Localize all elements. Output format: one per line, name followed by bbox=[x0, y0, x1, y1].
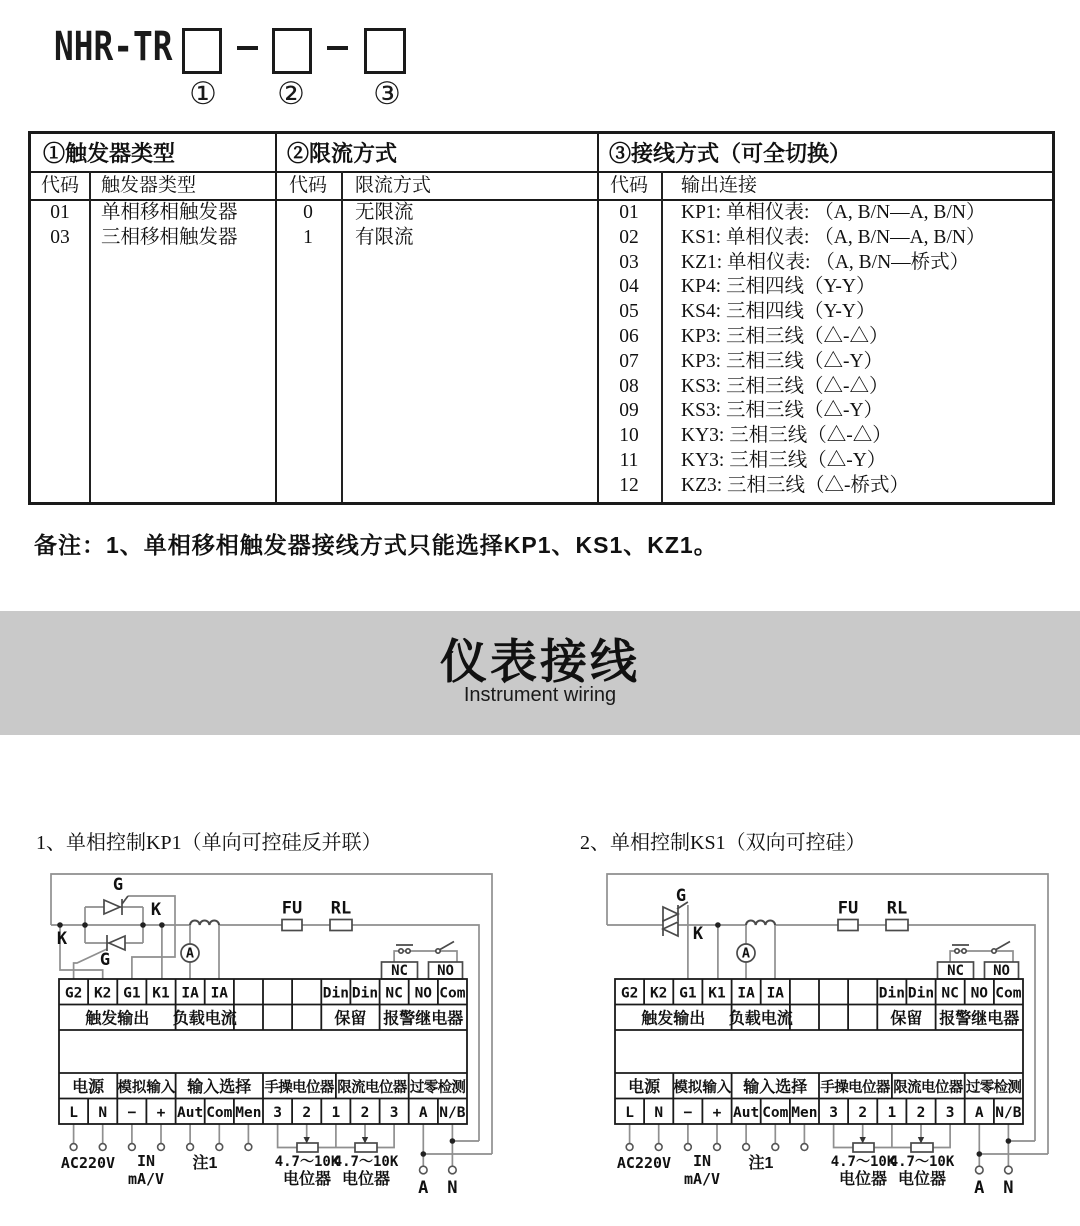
group-label: 报警继电器 bbox=[939, 1010, 1020, 1028]
terminal: N bbox=[98, 1105, 108, 1121]
wiring-diagram-ks1 bbox=[585, 865, 1080, 1210]
group-label: 输入选择 bbox=[743, 1079, 808, 1096]
table-cell: 09 bbox=[619, 400, 639, 422]
table-cell: 10 bbox=[619, 425, 639, 447]
g-label: G bbox=[675, 886, 687, 906]
terminal: − bbox=[127, 1105, 137, 1121]
coil-ammeter-fuse-load-symbols bbox=[737, 920, 908, 963]
pot-value-label: 4.7～10K bbox=[274, 1154, 340, 1170]
table-cell: 02 bbox=[619, 226, 639, 248]
circled-1: ① bbox=[189, 76, 217, 112]
terminal: Men bbox=[791, 1105, 818, 1121]
terminal: Com bbox=[995, 985, 1022, 1002]
terminal: N bbox=[654, 1105, 664, 1121]
section-divider-1 bbox=[275, 134, 277, 502]
terminal: IA bbox=[766, 985, 785, 1002]
terminal: K1 bbox=[152, 985, 170, 1002]
table-cell: KZ1: 单相仪表: （A, B/N—桥式） bbox=[681, 251, 970, 273]
table-cell: 有限流 bbox=[355, 226, 414, 248]
note-ref-label: 注1 bbox=[192, 1155, 218, 1172]
code-divider-2 bbox=[341, 171, 343, 502]
table-cell: KY3: 三相三线（△-△） bbox=[681, 425, 892, 447]
terminal-strip bbox=[59, 979, 467, 1124]
potentiometer-symbols bbox=[853, 1137, 933, 1152]
terminal: Din bbox=[878, 985, 906, 1002]
terminal: 2 bbox=[302, 1105, 312, 1121]
group-label: 保留 bbox=[890, 1010, 923, 1028]
terminal: 2 bbox=[360, 1105, 370, 1121]
terminal: Men bbox=[235, 1105, 262, 1121]
group-label: 模拟输入 bbox=[117, 1080, 176, 1096]
diagram-2-title: 2、单相控制KS1（双向可控硅） bbox=[580, 832, 866, 854]
terminal: 2 bbox=[858, 1105, 868, 1121]
table-cell: KP3: 三相三线（△-Y） bbox=[681, 350, 884, 372]
code-dash-2 bbox=[327, 46, 348, 50]
table-cell: KS1: 单相仪表: （A, B/N—A, B/N） bbox=[681, 226, 986, 248]
code-dash-1 bbox=[237, 46, 258, 50]
terminal: A bbox=[974, 1105, 984, 1121]
terminal-labels bbox=[621, 986, 1023, 1122]
banner-subtitle: Instrument wiring bbox=[463, 684, 617, 706]
group-label: 限流电位器 bbox=[893, 1080, 964, 1096]
terminal: NO bbox=[414, 985, 433, 1002]
pot-value-label: 4.7～10K bbox=[889, 1154, 955, 1170]
terminal: L bbox=[625, 1105, 634, 1121]
table-cell: 08 bbox=[619, 375, 639, 397]
relay-no-label: NO bbox=[437, 963, 454, 979]
table-cell: 07 bbox=[619, 350, 639, 372]
table-cell: 04 bbox=[619, 276, 639, 298]
terminal-labels bbox=[65, 986, 467, 1122]
section-title: ②限流方式 bbox=[287, 141, 398, 166]
terminal: Din bbox=[907, 985, 935, 1002]
terminal: K2 bbox=[649, 985, 668, 1002]
terminal: IA bbox=[181, 985, 199, 1002]
thyristor-pair-symbol bbox=[104, 896, 128, 951]
section-title: ①触发器类型 bbox=[43, 141, 176, 166]
table-cell: 01 bbox=[50, 202, 70, 223]
terminal: Com bbox=[762, 1105, 789, 1121]
terminal: IA bbox=[737, 985, 755, 1002]
table-cell: KP1: 单相仪表: （A, B/N—A, B/N） bbox=[681, 202, 986, 223]
terminal: Aut bbox=[176, 1105, 204, 1121]
table-cell: 单相移相触发器 bbox=[101, 202, 238, 223]
terminal: 1 bbox=[887, 1105, 897, 1121]
table-cell: 11 bbox=[619, 450, 639, 471]
fuse-label: FU bbox=[837, 898, 859, 919]
table-cell: KS4: 三相四线（Y-Y） bbox=[681, 301, 876, 323]
relay-nc-label: NC bbox=[391, 963, 408, 979]
g-top-label: G bbox=[112, 875, 124, 895]
k-label: K bbox=[692, 924, 704, 944]
terminal: NO bbox=[970, 985, 989, 1002]
load-label: RL bbox=[330, 898, 352, 919]
pot-name-label: 电位器 bbox=[282, 1171, 332, 1188]
terminal: 3 bbox=[945, 1105, 955, 1121]
relay-no-label: NO bbox=[993, 963, 1010, 979]
terminal: Din bbox=[322, 985, 350, 1002]
relay-nc-label: NC bbox=[947, 963, 964, 979]
bottom-annotations bbox=[61, 1152, 458, 1198]
neutral-n-label: N bbox=[447, 1178, 458, 1198]
component-labels bbox=[57, 875, 454, 979]
selection-table bbox=[28, 131, 1055, 505]
table-cell: 06 bbox=[619, 326, 639, 347]
terminal: N/B bbox=[439, 1105, 466, 1121]
group-label: 电源 bbox=[72, 1079, 105, 1096]
terminal: G2 bbox=[64, 985, 83, 1002]
group-label: 触发输出 bbox=[85, 1010, 150, 1028]
pot-name-label: 电位器 bbox=[838, 1171, 888, 1188]
circled-2: ② bbox=[277, 76, 305, 112]
terminal: G2 bbox=[620, 985, 639, 1002]
col-header: 代码 bbox=[40, 175, 79, 196]
col-header: 代码 bbox=[609, 175, 648, 196]
code-box-2 bbox=[272, 28, 312, 74]
k-right-label: K bbox=[150, 900, 162, 920]
section-banner bbox=[0, 611, 1080, 735]
terminal-strip bbox=[615, 979, 1023, 1124]
table-cell: 12 bbox=[619, 474, 639, 496]
terminal: 1 bbox=[331, 1105, 341, 1121]
signal-unit-label: mA/V bbox=[127, 1170, 165, 1188]
coil-ammeter-fuse-load-symbols bbox=[181, 920, 352, 963]
table-cell: 01 bbox=[619, 202, 639, 223]
terminal: Din bbox=[351, 985, 379, 1002]
banner-title: 仪表接线 bbox=[440, 635, 640, 688]
terminal: NC bbox=[385, 985, 403, 1002]
terminal: Com bbox=[206, 1105, 233, 1121]
pot-value-label: 4.7～10K bbox=[333, 1154, 399, 1170]
col-header: 输出连接 bbox=[681, 175, 758, 196]
table-cell: KZ3: 三相三线（△-桥式） bbox=[681, 474, 910, 496]
terminal: 3 bbox=[273, 1105, 282, 1121]
neutral-n-label: N bbox=[1003, 1178, 1014, 1198]
terminal: N/B bbox=[995, 1105, 1022, 1121]
phase-a-label: A bbox=[974, 1178, 985, 1198]
power-supply-label: AC220V bbox=[616, 1154, 672, 1172]
terminal: G1 bbox=[679, 985, 697, 1002]
note-ref-label: 注1 bbox=[748, 1155, 774, 1172]
code-divider-1 bbox=[89, 171, 91, 502]
group-label: 输入选择 bbox=[187, 1079, 252, 1096]
diagram-1-title: 1、单相控制KP1（单向可控硅反并联） bbox=[36, 832, 382, 854]
bottom-annotations bbox=[617, 1152, 1014, 1198]
table-cell: 05 bbox=[619, 301, 639, 323]
group-label: 保留 bbox=[334, 1010, 367, 1028]
table-cell: 无限流 bbox=[355, 202, 414, 223]
terminal: A bbox=[418, 1105, 428, 1121]
group-label: 报警继电器 bbox=[383, 1010, 464, 1028]
group-label: 电源 bbox=[628, 1079, 661, 1096]
terminal: 3 bbox=[829, 1105, 838, 1121]
component-labels bbox=[676, 886, 1010, 979]
group-label: 过零检测 bbox=[409, 1080, 466, 1096]
terminal: K2 bbox=[93, 985, 112, 1002]
group-label: 限流电位器 bbox=[337, 1080, 408, 1096]
table-cell: KP3: 三相三线（△-△） bbox=[681, 326, 889, 347]
terminal: IA bbox=[210, 985, 229, 1002]
code-divider-3 bbox=[661, 171, 663, 502]
signal-unit-label: mA/V bbox=[683, 1170, 721, 1188]
group-label: 触发输出 bbox=[641, 1010, 706, 1028]
table-cell: KY3: 三相三线（△-Y） bbox=[681, 450, 887, 471]
k-left-label: K bbox=[56, 929, 68, 949]
junction-dots bbox=[712, 922, 1011, 1157]
section-divider-2 bbox=[597, 134, 599, 502]
terminal: L bbox=[69, 1105, 78, 1121]
table-cell: 03 bbox=[619, 251, 639, 273]
table-cell: 03 bbox=[50, 226, 70, 248]
g-bottom-label: G bbox=[99, 950, 111, 970]
terminal: − bbox=[683, 1105, 693, 1121]
phase-a-label: A bbox=[418, 1178, 429, 1198]
triac-symbol bbox=[663, 902, 688, 936]
terminal: + bbox=[156, 1105, 166, 1121]
col-header: 限流方式 bbox=[355, 175, 432, 196]
table-cell: 三相移相触发器 bbox=[101, 226, 238, 248]
group-label: 负载电流 bbox=[172, 1010, 237, 1028]
table-cell: KS3: 三相三线（△-Y） bbox=[681, 400, 884, 422]
table-cell: 1 bbox=[303, 226, 313, 248]
section-title: ③接线方式（可全切换） bbox=[609, 141, 852, 166]
terminal: + bbox=[712, 1105, 722, 1121]
group-label: 手操电位器 bbox=[820, 1080, 891, 1096]
model-prefix: NHR-TR bbox=[54, 24, 173, 70]
terminal: NC bbox=[941, 985, 959, 1002]
terminal: Com bbox=[439, 985, 466, 1002]
pot-name-label: 电位器 bbox=[897, 1171, 947, 1188]
table-cell: 0 bbox=[303, 202, 313, 223]
fuse-label: FU bbox=[281, 898, 303, 919]
group-label: 过零检测 bbox=[965, 1080, 1022, 1096]
power-supply-label: AC220V bbox=[60, 1154, 116, 1172]
wiring-diagram-kp1 bbox=[29, 865, 529, 1210]
terminal: 2 bbox=[916, 1105, 926, 1121]
ammeter-label: A bbox=[741, 945, 751, 962]
table-cell: KS3: 三相三线（△-△） bbox=[681, 375, 889, 397]
terminal: Aut bbox=[732, 1105, 760, 1121]
col-header: 触发器类型 bbox=[101, 175, 197, 196]
pot-value-label: 4.7～10K bbox=[830, 1154, 896, 1170]
code-box-3 bbox=[364, 28, 406, 74]
pot-name-label: 电位器 bbox=[341, 1171, 391, 1188]
signal-in-label: IN bbox=[136, 1152, 156, 1170]
terminal: K1 bbox=[708, 985, 726, 1002]
table-cell: KP4: 三相四线（Y-Y） bbox=[681, 276, 876, 298]
potentiometer-symbols bbox=[297, 1137, 377, 1152]
col-header: 代码 bbox=[288, 175, 327, 196]
terminal: G1 bbox=[123, 985, 141, 1002]
group-label: 模拟输入 bbox=[673, 1080, 732, 1096]
signal-in-label: IN bbox=[692, 1152, 712, 1170]
group-label: 手操电位器 bbox=[264, 1080, 335, 1096]
note-text: 备注：1、单相移相触发器接线方式只能选择KP1、KS1、KZ1。 bbox=[34, 532, 718, 558]
group-label: 负载电流 bbox=[728, 1010, 793, 1028]
code-box-1 bbox=[182, 28, 222, 74]
load-label: RL bbox=[886, 898, 908, 919]
circled-3: ③ bbox=[373, 76, 401, 112]
ammeter-label: A bbox=[185, 945, 195, 962]
terminal: 3 bbox=[389, 1105, 399, 1121]
